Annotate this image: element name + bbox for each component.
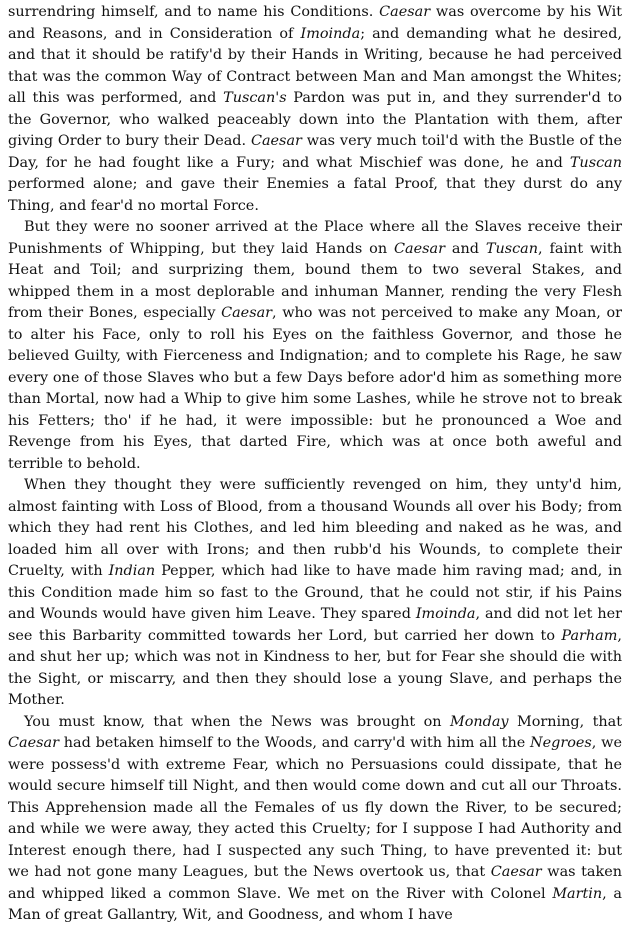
italic-text-run: Tuscan: [569, 154, 622, 171]
italic-text-run: Caesar: [490, 864, 542, 880]
italic-text-run: Imoinda: [300, 25, 361, 42]
italic-text-run: Caesar: [379, 4, 431, 20]
text-run: , and did not let her see this Barbarity committed towards her Lord, but carried her down to: [8, 606, 622, 644]
italic-text-run: Indian: [108, 563, 156, 579]
text-run: was overcome by his Wit and Reasons, and in Consideration of: [8, 4, 622, 42]
italic-text-run: Martin: [552, 885, 603, 902]
italic-text-run: Tuscan's: [223, 90, 287, 106]
body-paragraph: [8, 217, 622, 475]
text-run: surrendring himself, and to name his Conditions.: [8, 4, 380, 20]
text-run: , faint with Heat and Toil; and surprizing them, bound them to two several Stakes, and whipped them in a most deplorable and inhuman Manner, rending the very Flesh from their Bones, especially: [8, 240, 622, 321]
text-run: , who was not perceived to make any Moan, or to alter his Face, only to roll his Eyes on the faithless Governor, and those he believed Guilty, with Fierceness and Indignation; and to complete his Rage, he saw every one of those Slaves who but a few Days before ador'd him as something more than Mortal, now had a Whip to give him some Lashes, while he strove not to break his Fetters; tho' if he had, it were impossible: but he pronounced a Woe and Revenge from his Eyes, that darted Fire, which was at once both aweful and terrible to behold.: [8, 305, 622, 472]
text-run: Morning, that: [508, 713, 622, 730]
body-paragraph: [8, 2, 622, 217]
text-run: But they were no sooner arrived at the Place where all the Slaves receive their Punishments of Whipping, but they laid Hands on: [8, 219, 622, 257]
italic-text-run: Imoinda: [415, 606, 476, 622]
italic-text-run: Caesar: [250, 133, 302, 149]
text-run: , we were possess'd with extreme Fear, which no Persuasions could dissipate, that he would secure himself till Night, and then would come down and cut all our Throats. This Apprehension made all the Females of us fly down the River, to be secured; and while we were away, they acted this Cruelty; for I suppose I had Authority and Interest enough there, had I suspected any such Thing, to have prevented it: but we had not gone many Leagues, but the News overtook us, that: [8, 735, 622, 880]
italic-text-run: Monday: [449, 713, 509, 730]
italic-text-run: Negroes: [530, 735, 592, 751]
italic-text-run: Caesar: [221, 305, 273, 321]
text-run: was taken and whipped liked a common Slave. We met on the River with Colonel: [8, 864, 622, 902]
text-run: Pardon was put in, and they surrender'd to the Governor, who walked peaceably down into the Plantation with them, after giving Order to bury their Dead.: [8, 90, 622, 149]
italic-text-run: Caesar: [394, 240, 445, 257]
text-run: , and shut her up; which was not in Kindness to her, but for Fear she should die with the Sight, or miscarry, and then they should lose a young Slave, and perhaps the Mother.: [8, 627, 622, 708]
body-paragraph: [8, 475, 622, 712]
text-run: , a Man of great Gallantry, Wit, and Goodness, and whom I have: [8, 885, 622, 923]
italic-text-run: Tuscan: [485, 240, 539, 257]
body-paragraph: [8, 712, 622, 927]
text-run: had betaken himself to the Woods, and carry'd with him all the: [58, 735, 531, 751]
text-run: performed alone; and gave their Enemies a fatal Proof, that they durst do any Thing, and fear'd no mortal Force.: [8, 176, 622, 214]
text-run: was very much toil'd with the Bustle of the Day, for he had fought like a Fury; and what Mischief was done, he and: [8, 133, 622, 171]
text-run: ; and demanding what he desired, and that it should be ratify'd by their Hands in Writing, because he had perceived that was the common Way of Contract between Man and Man amongst the Whites; all this was performed, and: [8, 25, 622, 106]
text-run: You must know, that when the News was brought on: [24, 713, 450, 730]
italic-text-run: Caesar: [8, 735, 59, 751]
text-run: Pepper, which had like to have made him raving mad; and, in this Condition made him so fast to the Ground, that he could not stir, if his Pains and Wounds would have given him Leave. They spared: [8, 563, 622, 622]
text-run: When they thought they were sufficiently revenged on him, they unty'd him, almost fainting with Loss of Blood, from a thousand Wounds all over his Body; from which they had rent his Clothes, and led him bleeding and naked as he was, and loaded him all over with Irons; and then rubb'd his Wounds, to complete their Cruelty, with: [8, 477, 622, 579]
italic-text-run: Parham: [561, 627, 618, 644]
text-run: and: [444, 240, 486, 257]
